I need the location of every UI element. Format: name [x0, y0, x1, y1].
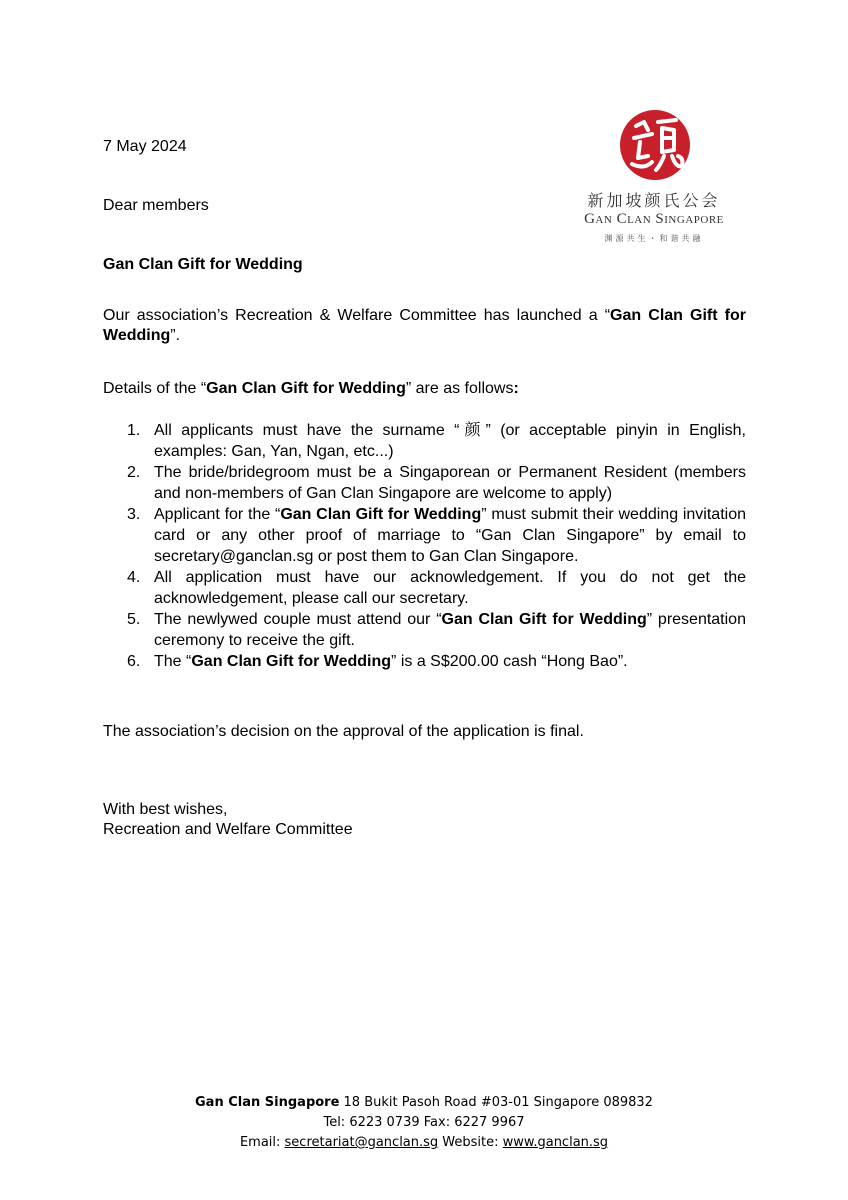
- footer-contact-line: [0, 1133, 848, 1153]
- list-item-program-name: Gan Clan Gift for Wedding: [441, 611, 647, 628]
- details-colon: :: [513, 380, 519, 397]
- list-item: [103, 462, 746, 504]
- details-text-middle: ” are as follows: [405, 380, 514, 397]
- salutation: Dear members: [103, 197, 209, 214]
- letter-date: 7 May 2024: [103, 138, 187, 155]
- footer-org-name: Gan Clan Singapore: [195, 1095, 340, 1110]
- details-program-name: Gan Clan Gift for Wedding: [206, 380, 406, 397]
- list-item: [103, 609, 746, 651]
- logo-chinese-name: 新加坡颜氏公会: [587, 191, 721, 210]
- list-item-number: 1.: [127, 422, 141, 439]
- list-item-text: The newlywed couple must attend our “: [154, 611, 442, 628]
- list-item-text-end: ” must submit their wedding invitation card or any other proof of marriage to “Gan Clan Singapore” by email to secretary@ganclan.sg or post them to Gan Clan Singapore.: [154, 506, 746, 565]
- intro-text: Our association’s Recreation & Welfare Committee has launched a “: [103, 307, 611, 324]
- decision-statement: The association’s decision on the approval of the application is final.: [103, 723, 584, 740]
- intro-paragraph: [103, 306, 746, 346]
- list-item-number: 5.: [127, 611, 141, 628]
- list-item-number: 3.: [127, 506, 141, 523]
- details-line: [103, 379, 519, 399]
- seal-icon: [618, 108, 692, 182]
- footer-email-label: Email:: [239, 1135, 285, 1150]
- list-item-number: 6.: [127, 653, 141, 670]
- letter-footer: [0, 1093, 848, 1153]
- intro-text-end: ”.: [170, 327, 181, 344]
- footer-website-link[interactable]: www.ganclan.sg: [502, 1135, 609, 1150]
- list-item-text: Applicant for the “: [154, 506, 281, 523]
- list-item-text: All applicants must have the surname “颜” (or acceptable pinyin in English, examples: Gan, Yan, Ngan, etc...): [154, 422, 746, 460]
- closing-line: With best wishes,: [103, 801, 228, 818]
- signature-line: Recreation and Welfare Committee: [103, 821, 353, 838]
- list-item-program-name: Gan Clan Gift for Wedding: [191, 653, 392, 670]
- footer-address: 18 Bukit Pasoh Road #03-01 Singapore 089832: [339, 1095, 653, 1110]
- conditions-list: [103, 420, 746, 672]
- list-item-number: 4.: [127, 569, 141, 586]
- footer-phone-line: Tel: 6223 0739 Fax: 6227 9967: [323, 1115, 525, 1130]
- list-item-text: The bride/bridegroom must be a Singaporean or Permanent Resident (members and non-members of Gan Clan Singapore are welcome to apply): [154, 464, 746, 502]
- list-item: [103, 651, 746, 672]
- list-item: [103, 420, 746, 462]
- letter-subject: Gan Clan Gift for Wedding: [103, 256, 303, 273]
- list-item: [103, 504, 746, 567]
- list-item-program-name: Gan Clan Gift for Wedding: [280, 506, 482, 523]
- logo-english-name: Gan Clan Singapore: [584, 211, 724, 227]
- footer-address-line: [0, 1093, 848, 1113]
- list-item-text: All application must have our acknowledgement. If you do not get the acknowledgement, please call our secretary.: [154, 569, 746, 607]
- intro-program-name: Gan Clan Gift for Wedding: [103, 307, 746, 344]
- footer-website-label: Website:: [438, 1135, 503, 1150]
- footer-email-link[interactable]: secretariat@ganclan.sg: [284, 1135, 439, 1150]
- list-item: [103, 567, 746, 609]
- list-item-text-end: ” presentation ceremony to receive the gift.: [154, 611, 746, 649]
- gan-clan-logo: [568, 102, 748, 247]
- details-text: Details of the “: [103, 380, 207, 397]
- list-item-text-end: ” is a S$200.00 cash “Hong Bao”.: [391, 653, 628, 670]
- logo-motto: 渊源共生・和谐共融: [604, 234, 704, 243]
- list-item-text: The “: [154, 653, 192, 670]
- list-item-number: 2.: [127, 464, 141, 481]
